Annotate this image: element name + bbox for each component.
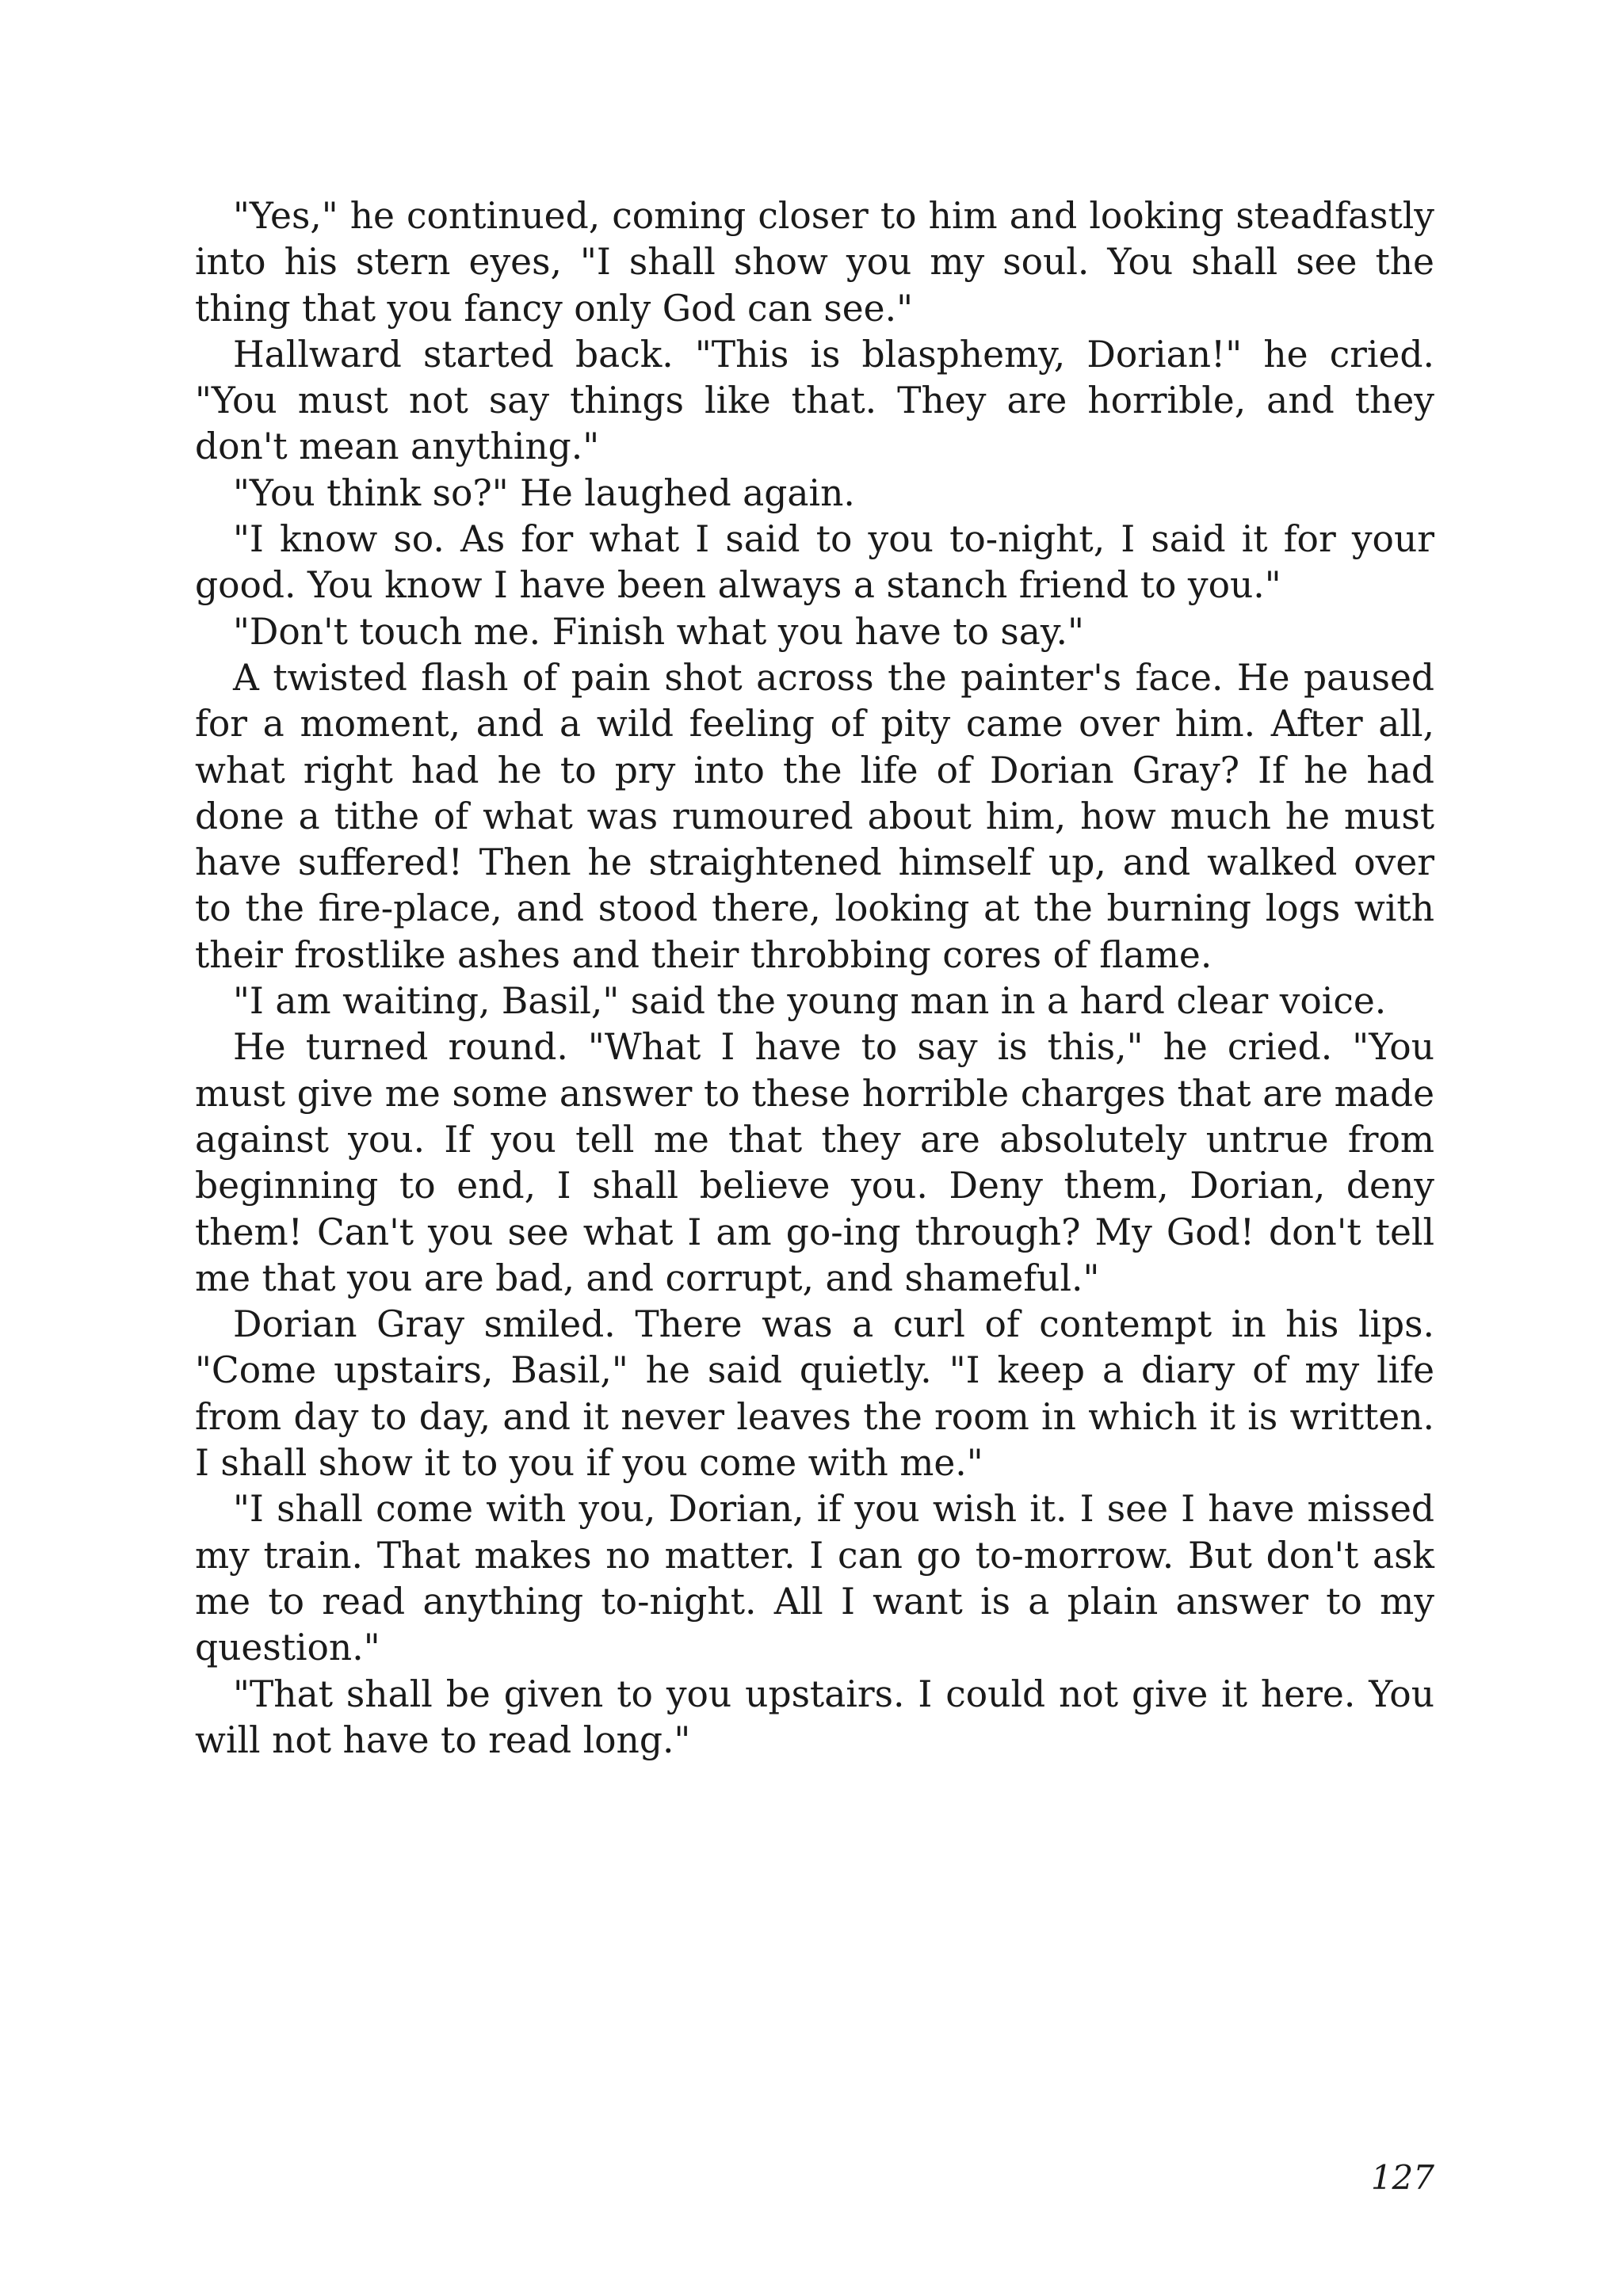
paragraph: "That shall be given to you upstairs. I could not give it here. You will not have to read long." (195, 1672, 1434, 1761)
paragraph: "You think so?" He laughed again. (233, 471, 855, 514)
paragraph: Hallward started back. "This is blasphemy, Dorian!" he cried. "You must not say things like that. They are horrible, and they don't mean anything." (195, 333, 1434, 468)
body-text (195, 193, 1434, 1764)
paragraph: He turned round. "What I have to say is this," he cried. "You must give me some answer to these horrible charges that are made against you. If you tell me that they are absolutely untrue from beginning to end, I shall believe you. Deny them, Dorian, deny them! Can't you see what I am go-ing through? My God! don't tell me that you are bad, and corrupt, and shameful." (195, 1026, 1434, 1299)
paragraph: "I am waiting, Basil," said the young man in a hard clear voice. (233, 980, 1387, 1023)
paragraph: Dorian Gray smiled. There was a curl of contempt in his lips. "Come upstairs, Basil," he said quietly. "I keep a diary of my life from day to day, and it never leaves the room in which it is written. I shall show it to you if you come with me." (195, 1303, 1434, 1485)
paragraph: A twisted flash of pain shot across the painter's face. He paused for a moment, and a wild feeling of pity came over him. After all, what right had he to pry into the life of Dorian Gray? If he had done a tithe of what was rumoured about him, how much he must have suffered! Then he straightened himself up, and walked over to the fire-place, and stood there, looking at the burning logs with their frostlike ashes and their throbbing cores of flame. (195, 656, 1434, 976)
paragraph: "Yes," he continued, coming closer to him and looking steadfastly into his stern eyes, "I shall show you my soul. You shall see the thing that you fancy only God can see." (195, 195, 1434, 330)
paragraph: "I know so. As for what I said to you to-night, I said it for your good. You know I have been always a stanch friend to you." (195, 518, 1434, 607)
paragraph: "I shall come with you, Dorian, if you wish it. I see I have missed my train. That makes no matter. I can go to-morrow. But don't ask me to read anything to-night. All I want is a plain answer to my question." (195, 1488, 1434, 1669)
page-number: 127 (1370, 2158, 1434, 2197)
paragraph: "Don't touch me. Finish what you have to say." (233, 610, 1084, 653)
